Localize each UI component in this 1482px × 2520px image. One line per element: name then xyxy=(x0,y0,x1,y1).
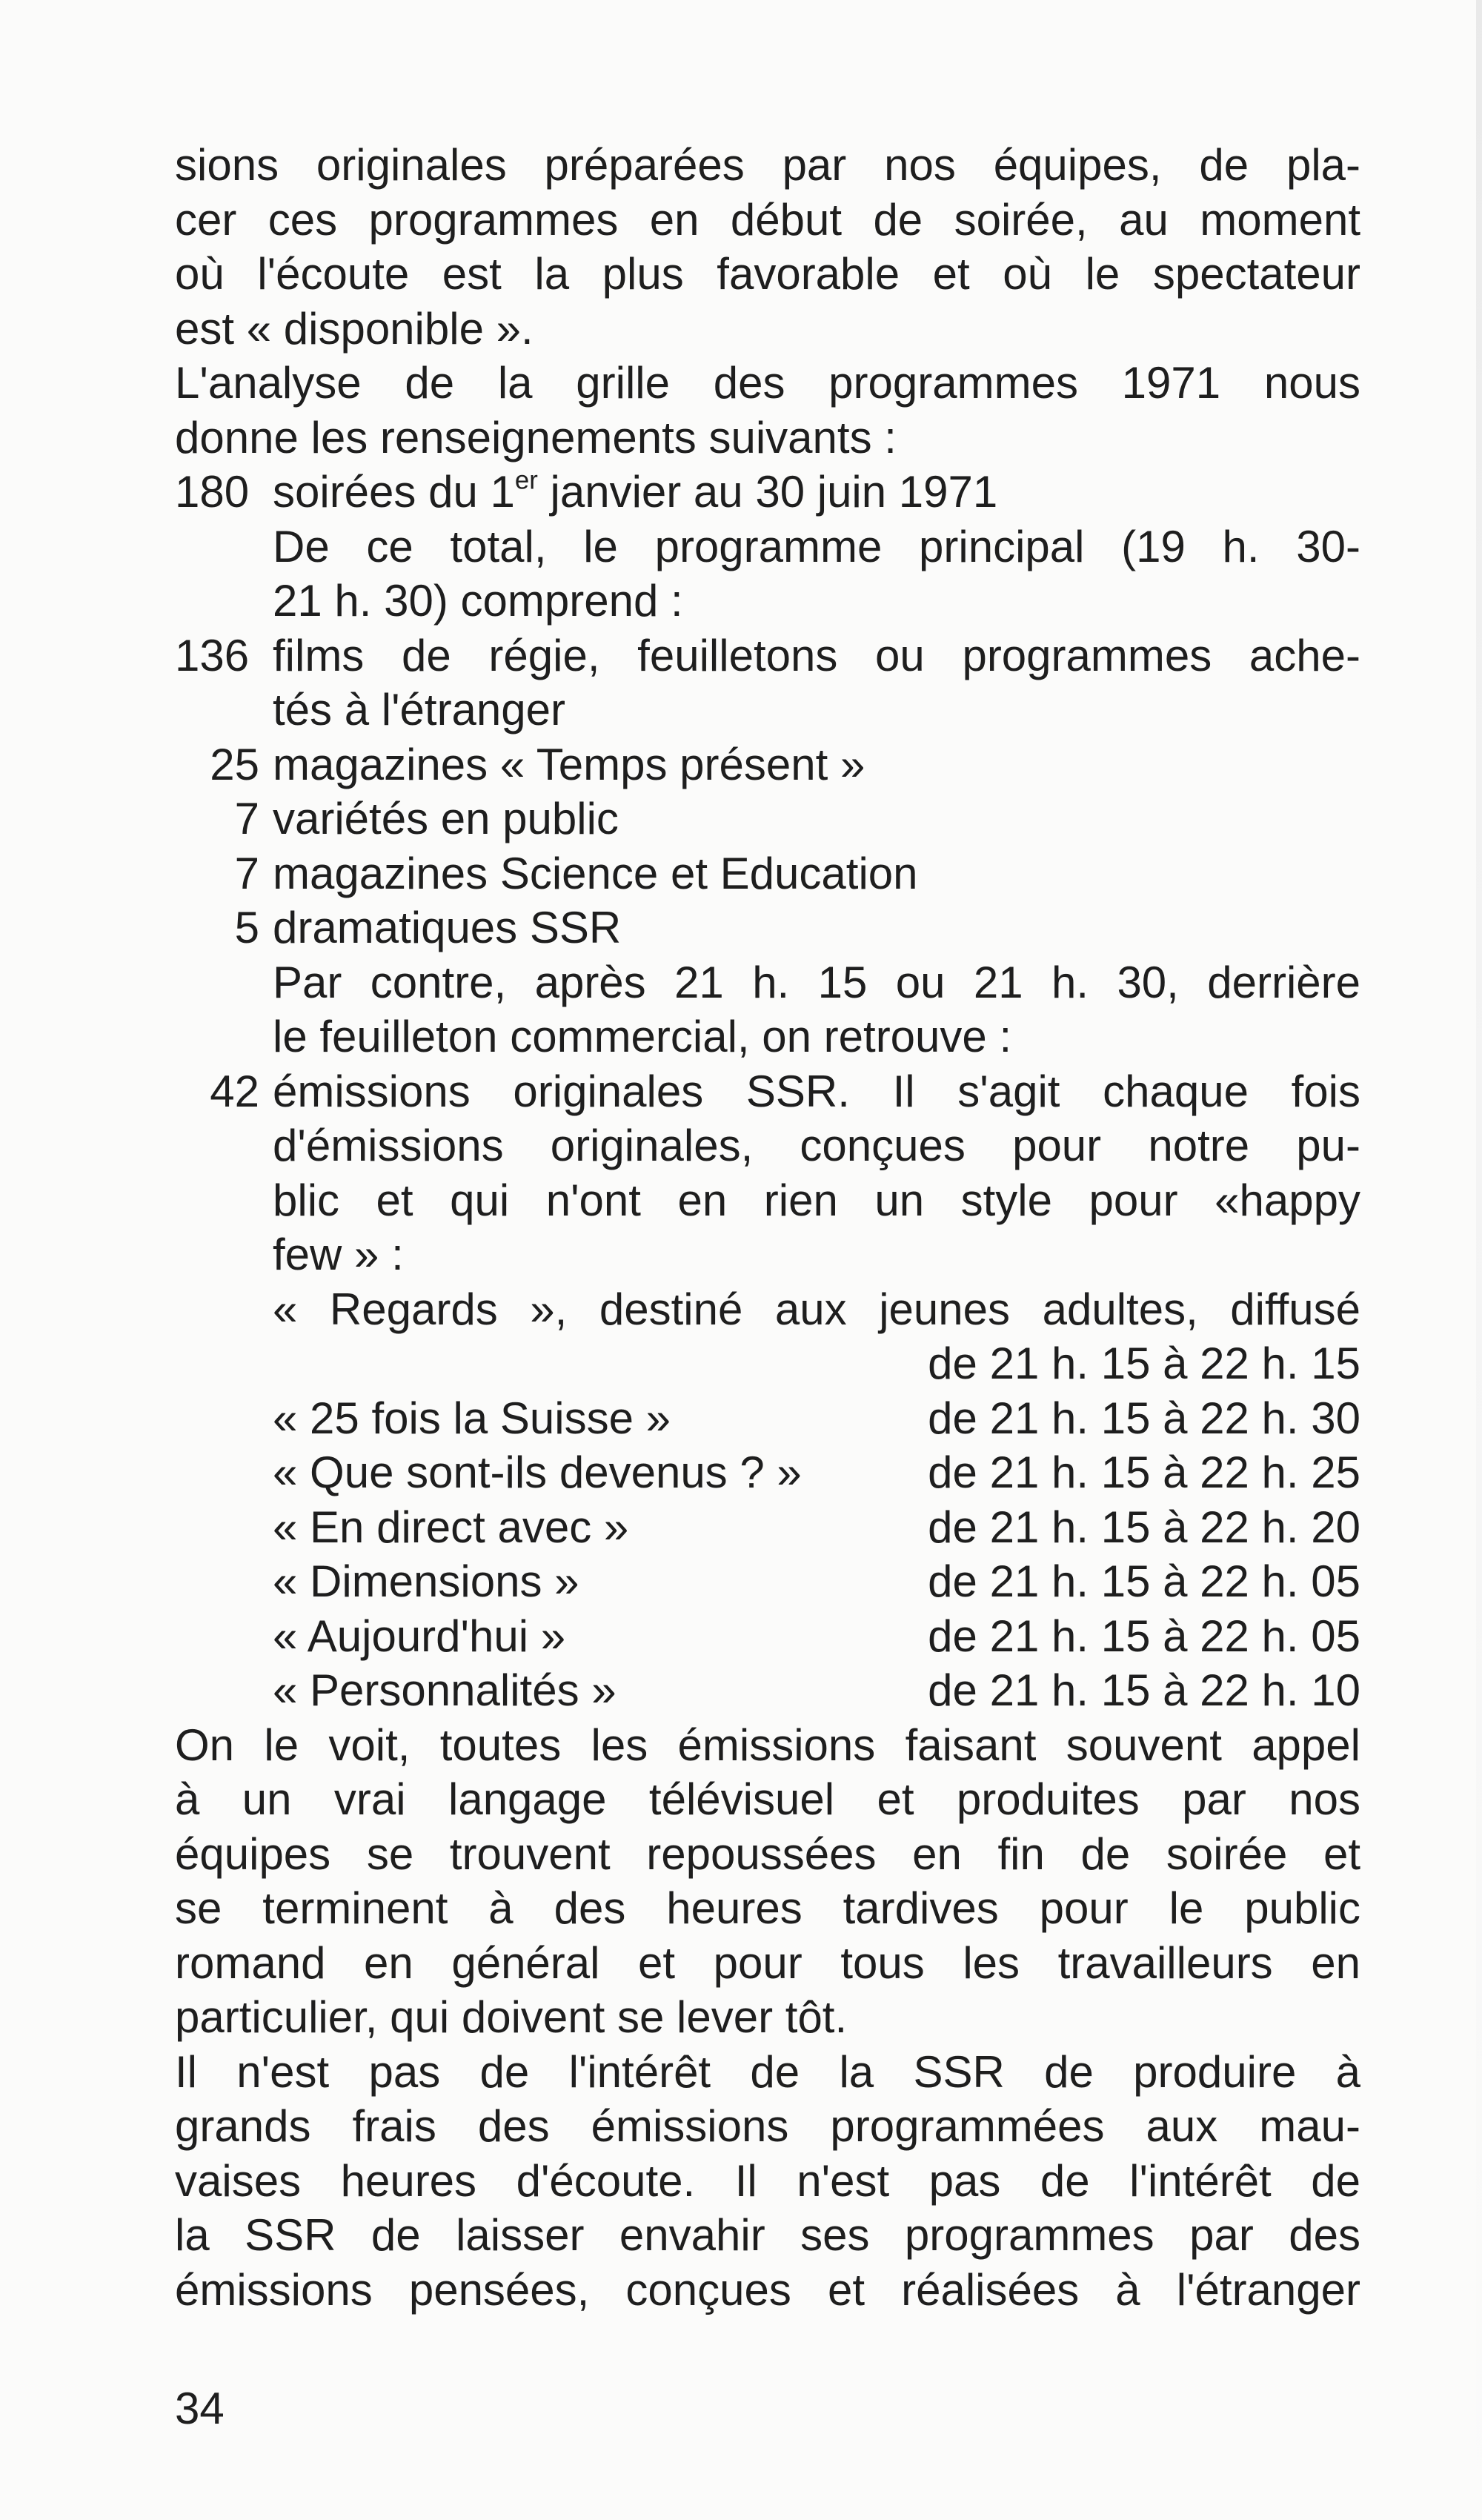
list-number: 180 xyxy=(175,467,250,517)
text-line: Par contre, après 21 h. 15 ou 21 h. 30, derrière xyxy=(273,957,1360,1007)
schedule-name: « En direct avec » xyxy=(273,1502,629,1552)
text-line: blic et qui n'ont en rien un style pour «happy xyxy=(273,1175,1360,1225)
closing-paragraph-1 xyxy=(175,1718,1360,2045)
text-line: few » : xyxy=(273,1230,404,1279)
schedule-time: de 21 h. 15 à 22 h. 05 xyxy=(928,1556,1360,1606)
schedule-name: « 25 fois la Suisse » xyxy=(273,1393,671,1443)
list-number: 5 xyxy=(234,903,259,952)
text-line: films de régie, feuilletons ou programmes ache- xyxy=(273,630,1360,680)
list-item-science xyxy=(175,846,1360,901)
list-text xyxy=(273,629,1360,737)
text-line: tés à l'étranger xyxy=(273,685,566,735)
list-text-part: janvier au 30 juin 1971 xyxy=(537,467,998,517)
list-item-dramatiques xyxy=(175,901,1360,955)
text-line: où l'écoute est la plus favorable et où le spectateur xyxy=(175,249,1360,299)
list-text xyxy=(273,465,1360,520)
schedule-row xyxy=(175,1554,1360,1609)
text-line: donne les renseignements suivants : xyxy=(175,412,897,462)
text-line: vaises heures d'écoute. Il n'est pas de l'intérêt de xyxy=(175,2155,1360,2206)
text-line: romand en général et pour tous les travailleurs en xyxy=(175,1937,1360,1988)
text-line: le feuilleton commercial, on retrouve : xyxy=(273,1012,1012,1061)
text-column xyxy=(175,138,1360,2317)
text-line: se terminent à des heures tardives pour le public xyxy=(175,1883,1360,1933)
schedule-row xyxy=(175,1663,1360,1718)
page-edge-shadow xyxy=(1476,0,1482,2520)
list-number: 7 xyxy=(234,848,259,898)
schedule-row xyxy=(175,1391,1360,1446)
text-line: émissions originales SSR. Il s'agit chaque fois xyxy=(273,1066,1360,1116)
list-number: 136 xyxy=(175,630,250,680)
regards-time: de 21 h. 15 à 22 h. 15 xyxy=(928,1339,1360,1388)
list-text: dramatiques SSR xyxy=(273,903,622,952)
text-line: d'émissions originales, conçues pour notre pu- xyxy=(273,1121,1360,1170)
principal-paragraph xyxy=(175,520,1360,629)
list-text xyxy=(273,1064,1360,1282)
text-line: On le voit, toutes les émissions faisant souvent appel xyxy=(175,1720,1360,1770)
text-line: équipes se trouvent repoussées en fin de soirée et xyxy=(175,1828,1360,1879)
schedule-row xyxy=(175,1445,1360,1500)
schedule-name: « Aujourd'hui » xyxy=(273,1611,566,1661)
list-text: variétés en public xyxy=(273,794,619,843)
list-number: 7 xyxy=(234,794,259,843)
schedule-table xyxy=(175,1391,1360,1718)
list-text: magazines « Temps présent » xyxy=(273,739,865,789)
schedule-name: « Personnalités » xyxy=(273,1665,617,1715)
text-line: sions originales préparées par nos équipes, de pla- xyxy=(175,140,1360,190)
schedule-time: de 21 h. 15 à 22 h. 10 xyxy=(928,1665,1360,1715)
text-line: à un vrai langage télévisuel et produites par nos xyxy=(175,1774,1360,1824)
text-line: De ce total, le programme principal (19 h. 30- xyxy=(273,521,1360,571)
text-line: « Regards », destiné aux jeunes adultes, diffusé xyxy=(273,1284,1360,1334)
regards-line xyxy=(175,1282,1360,1337)
text-line: émissions pensées, conçues et réalisées à l'étranger xyxy=(175,2264,1360,2315)
contre-paragraph xyxy=(175,955,1360,1064)
text-line: particulier, qui doivent se lever tôt. xyxy=(175,1992,848,2042)
list-item-magazines xyxy=(175,737,1360,792)
schedule-time: de 21 h. 15 à 22 h. 20 xyxy=(928,1502,1360,1552)
schedule-time: de 21 h. 15 à 22 h. 30 xyxy=(928,1393,1360,1443)
analysis-paragraph xyxy=(175,356,1360,465)
text-line: cer ces programmes en début de soirée, au moment xyxy=(175,194,1360,245)
text-line: grands frais des émissions programmées aux mau- xyxy=(175,2101,1360,2151)
list-text: magazines Science et Education xyxy=(273,848,918,898)
intro-paragraph xyxy=(175,138,1360,356)
schedule-name: « Que sont-ils devenus ? » xyxy=(273,1448,802,1497)
text-line: 21 h. 30) comprend : xyxy=(273,576,683,626)
list-number: 42 xyxy=(210,1066,259,1116)
schedule-row xyxy=(175,1500,1360,1555)
list-item-soirees xyxy=(175,465,1360,520)
list-number: 25 xyxy=(210,739,259,789)
schedule-row xyxy=(175,1609,1360,1664)
schedule-time: de 21 h. 15 à 22 h. 25 xyxy=(928,1448,1360,1497)
text-line: Il n'est pas de l'intérêt de la SSR de produire à xyxy=(175,2046,1360,2097)
list-text-part: soirées du 1 xyxy=(273,467,515,517)
closing-paragraph-2 xyxy=(175,2045,1360,2318)
list-item-emissions xyxy=(175,1064,1360,1282)
text-line: L'analyse de la grille des programmes 1971 nous xyxy=(175,358,1360,408)
schedule-time: de 21 h. 15 à 22 h. 05 xyxy=(928,1611,1360,1661)
page-number: 34 xyxy=(175,2384,225,2433)
list-item-varietes xyxy=(175,792,1360,846)
text-line: la SSR de laisser envahir ses programmes par des xyxy=(175,2210,1360,2260)
superscript: er xyxy=(514,465,538,495)
schedule-name: « Dimensions » xyxy=(273,1556,579,1606)
text-line: est « disponible ». xyxy=(175,303,534,354)
list-item-films xyxy=(175,629,1360,737)
